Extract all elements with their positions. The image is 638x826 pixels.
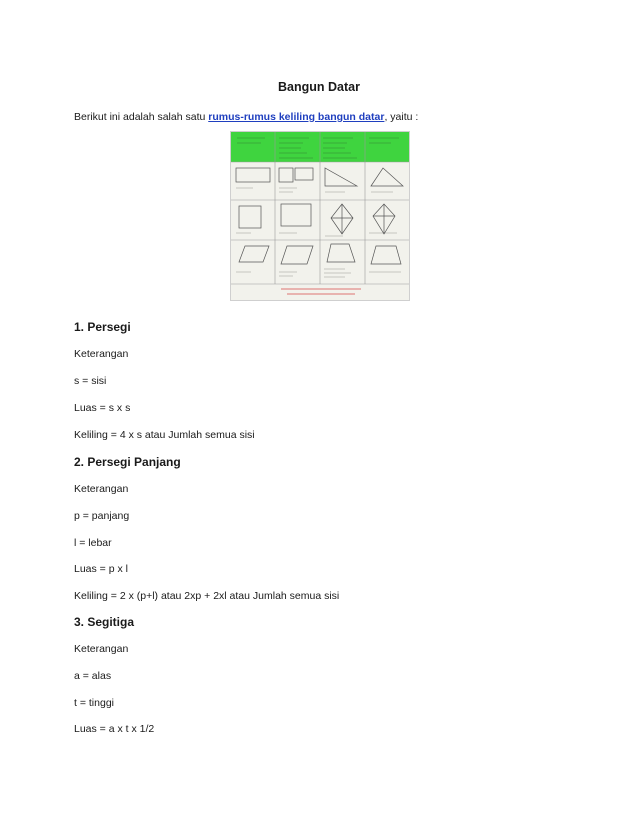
section-heading-segitiga: 3. Segitiga	[74, 615, 135, 629]
formula-table-drawing	[231, 132, 409, 300]
intro-text-after: , yaitu :	[384, 111, 419, 123]
section-heading-persegi-panjang: 2. Persegi Panjang	[74, 455, 181, 469]
section-line: Luas = s x s	[74, 402, 131, 414]
section-line: Keterangan	[74, 643, 129, 655]
section-line: s = sisi	[74, 375, 107, 387]
section-heading-persegi: 1. Persegi	[74, 320, 131, 334]
intro-link[interactable]: rumus-rumus keliling bangun datar	[208, 111, 385, 123]
bangun-datar-formula-image	[230, 131, 410, 301]
section-line: a = alas	[74, 670, 112, 682]
section-line: Keliling = 2 x (p+l) atau 2xp + 2xl atau Jumlah semua sisi	[74, 590, 340, 602]
section-line: l = lebar	[74, 537, 112, 549]
page-title: Bangun Datar	[278, 80, 360, 94]
section-line: Keterangan	[74, 483, 129, 495]
section-line: Luas = p x l	[74, 563, 128, 575]
table-footer-note	[281, 289, 361, 294]
section-line: Keliling = 4 x s atau Jumlah semua sisi	[74, 429, 255, 441]
section-line: p = panjang	[74, 510, 130, 522]
section-line: Luas = a x t x 1/2	[74, 723, 155, 735]
intro-text-before: Berikut ini adalah salah satu	[74, 111, 209, 123]
intro-paragraph	[74, 111, 418, 123]
section-line: Keterangan	[74, 348, 129, 360]
section-line: t = tinggi	[74, 697, 114, 709]
